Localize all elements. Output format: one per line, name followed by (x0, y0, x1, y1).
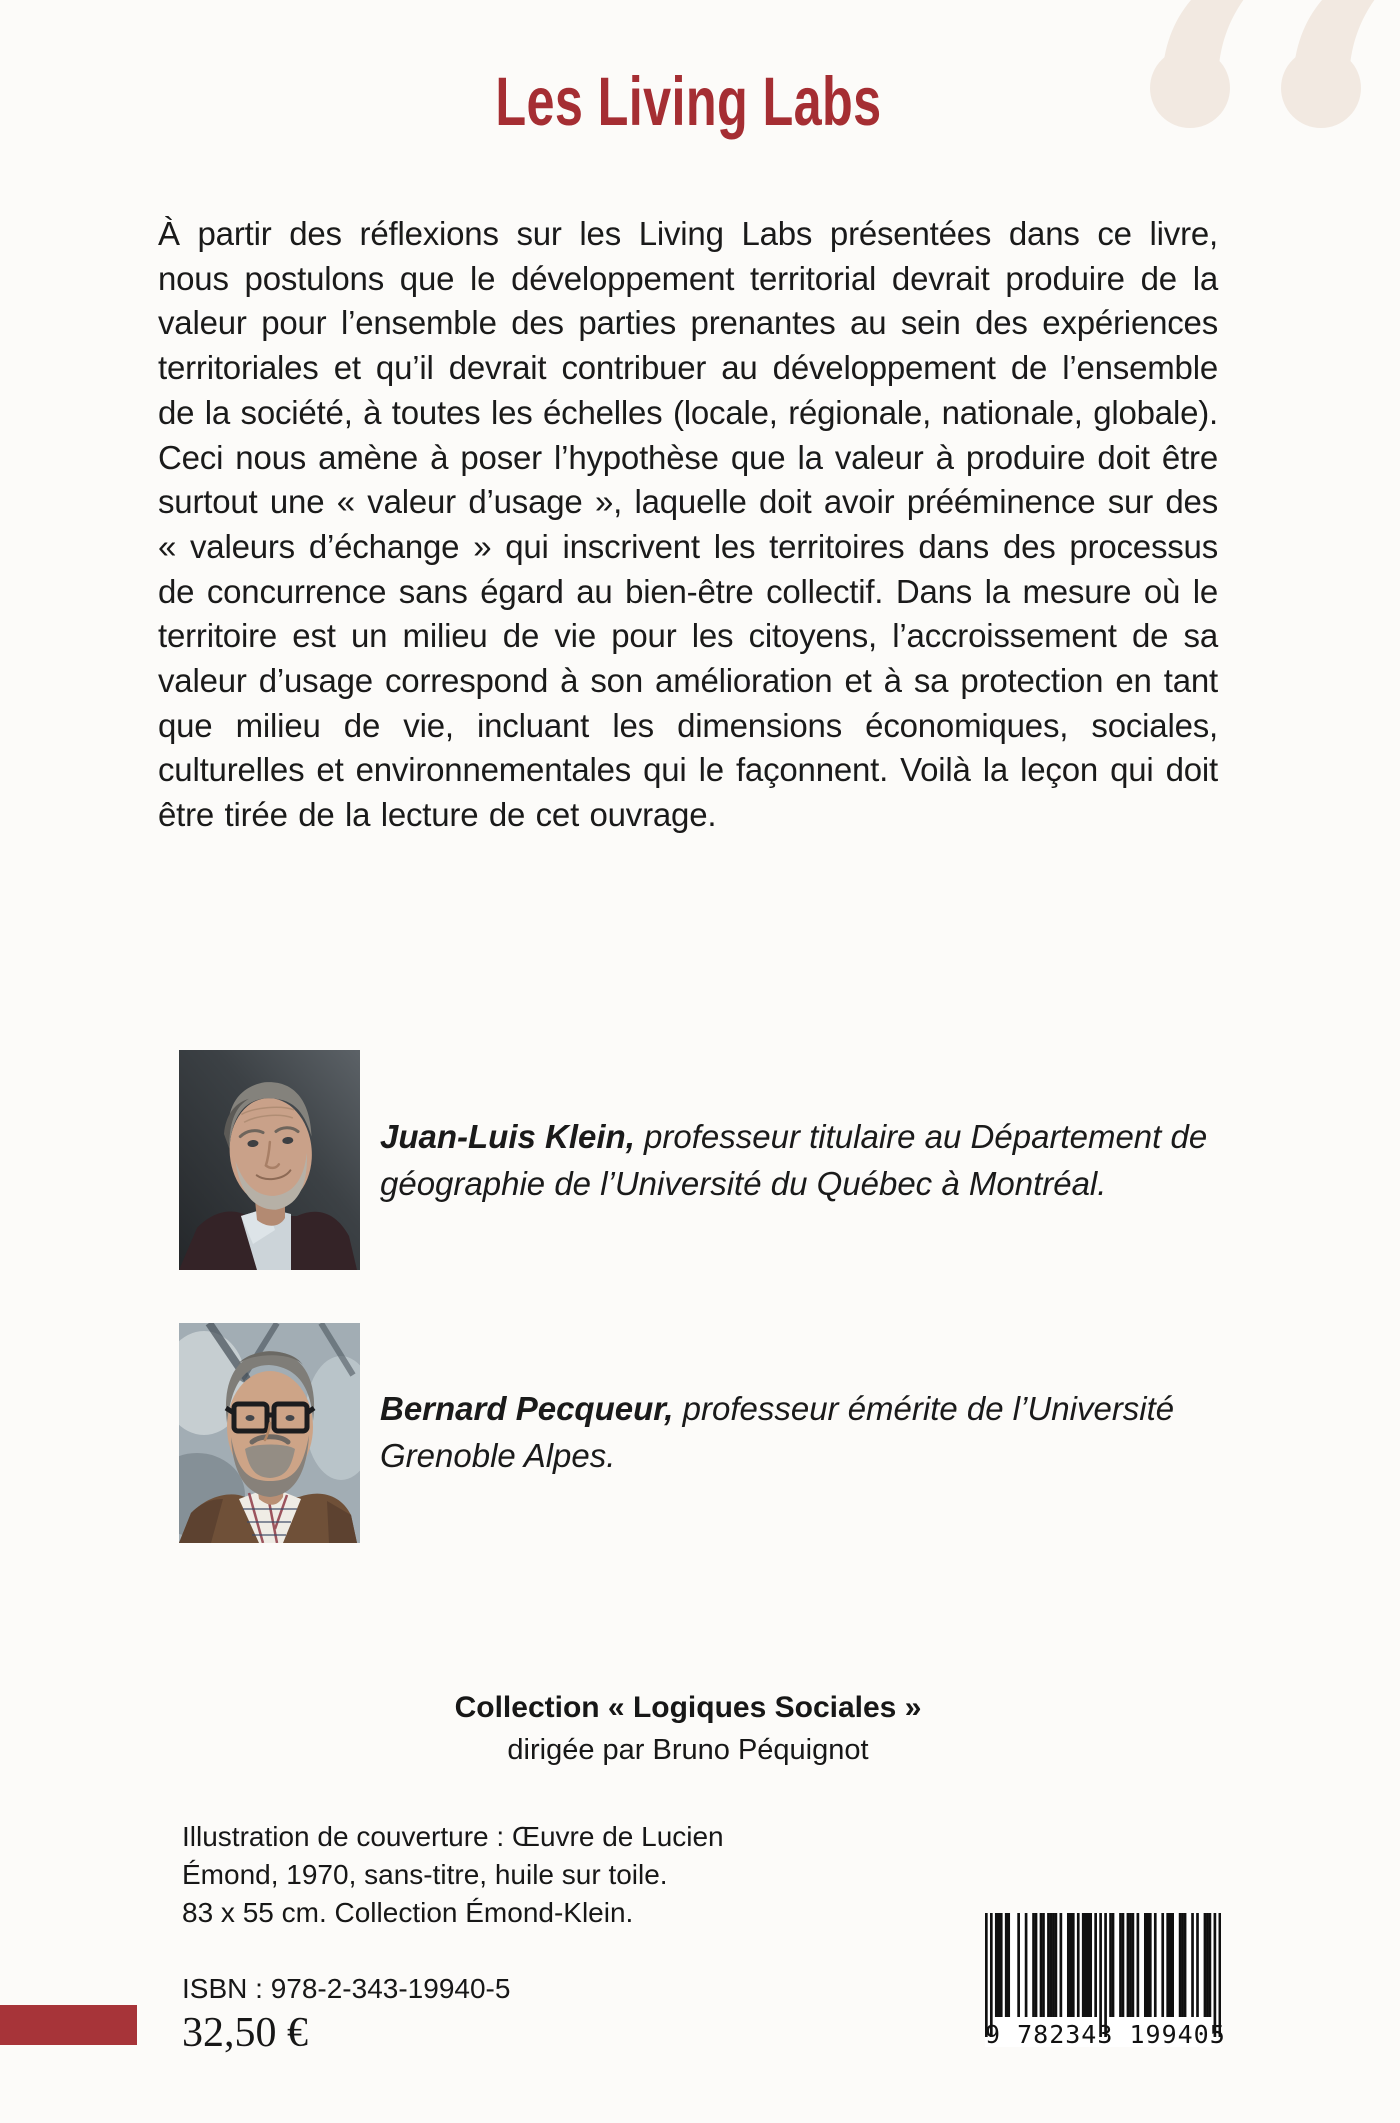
credit-line: Émond, 1970, sans-titre, huile sur toile. (182, 1859, 668, 1890)
synopsis-paragraph: À partir des réflexions sur les Living Labs présentées dans ce livre, nous postulons que le développement territorial devrait produire de la valeur pour l’ensemble des parties prenantes au sein des expériences territoriales et qu’il devrait contribuer au développement de l’ensemble de la société, à toutes les échelles (locale, régionale, nationale, globale). Ceci nous amène à poser l’hypothèse que la valeur à produire doit être surtout une « valeur d’usage », laquelle doit avoir prééminence sur des « valeurs d’échange » qui inscrivent les territoires dans des processus de concurrence sans égard au bien-être collectif. Dans la mesure où le territoire est un milieu de vie pour les citoyens, l’accroissement de sa valeur d’usage correspond à son amélioration et à sa protection en tant que milieu de vie, incluant les dimensions économiques, sociales, culturelles et environnementales qui le façonnent. Voilà la leçon qui doit être tirée de la lecture de cet ouvrage. (158, 215, 1218, 834)
klein-portrait-illustration (179, 1050, 360, 1270)
price-text: 32,50 € (182, 2010, 308, 2056)
collection-title: Collection « Logiques Sociales » (454, 1691, 922, 1724)
isbn-text: ISBN : 978-2-343-19940-5 (182, 1973, 511, 2004)
cover-credit-block (182, 1818, 724, 1932)
author-bio-text: professeur émérite de l’Université Grenoble Alpes. (380, 1390, 1175, 1474)
book-title: Les Living Labs (494, 63, 882, 140)
red-accent-bar (0, 2005, 137, 2045)
title-block (158, 63, 1218, 140)
collection-director: dirigée par Bruno Péquignot (507, 1734, 869, 1766)
barcode-digits: 9 782343 199405 (985, 2020, 1226, 2049)
credit-line: Illustration de couverture : Œuvre de Lucien (182, 1821, 724, 1852)
author-bio-klein (380, 1113, 1218, 1207)
collection-block (158, 1686, 1218, 1772)
author-name: Juan-Luis Klein, (380, 1118, 635, 1155)
credit-line: 83 x 55 cm. Collection Émond-Klein. (182, 1897, 634, 1928)
author-photo-klein (179, 1050, 360, 1270)
author-photo-pecqueur (179, 1323, 360, 1543)
author-bio-text: professeur titulaire au Département de géographie de l’Université du Québec à Montréal. (380, 1118, 1208, 1202)
author-name: Bernard Pecqueur, (380, 1390, 674, 1427)
pecqueur-portrait-illustration (179, 1323, 360, 1543)
author-bio-pecqueur (380, 1385, 1218, 1479)
